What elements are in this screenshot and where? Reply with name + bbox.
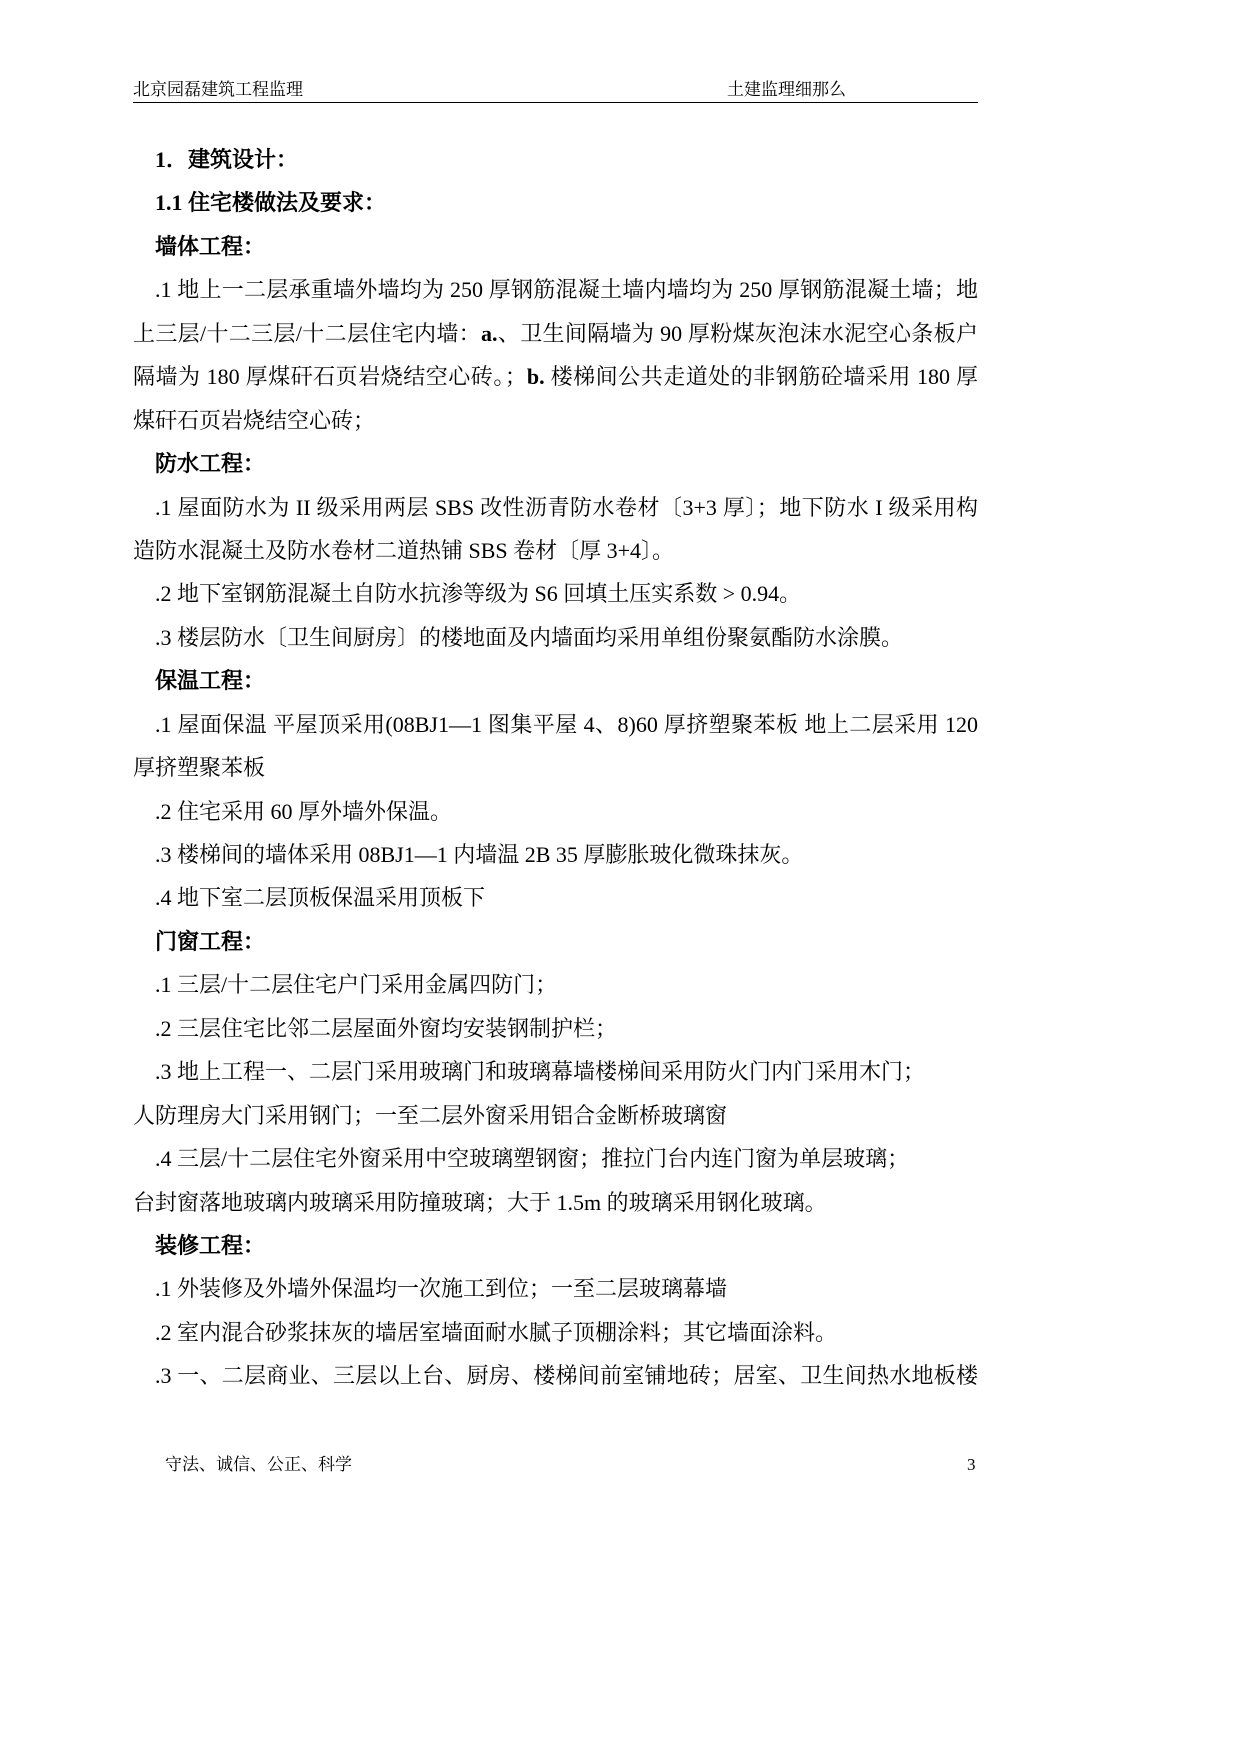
list-item (133, 1354, 978, 1397)
list-item (133, 833, 978, 876)
text-line: .3 楼层防水〔卫生间厨房〕的楼地面及内墙面均采用单组份聚氨酯防水涂膜。 (155, 624, 904, 650)
list-item (133, 1311, 978, 1354)
section-insulation (133, 659, 978, 920)
section-wall-works (133, 225, 978, 442)
header-divider (133, 102, 978, 103)
list-item (133, 572, 978, 615)
text-line: 造防水混凝土及防水卷材二道热铺 SBS 卷材〔厚 3+4〕。 (133, 537, 675, 563)
footer-motto: 守法、诚信、公正、科学 (165, 1455, 352, 1474)
list-item (133, 1137, 978, 1224)
section-heading: 门窗工程： (155, 928, 266, 954)
page-footer (0, 1454, 1241, 1476)
list-item (133, 616, 978, 659)
document-body (133, 138, 978, 1398)
list-item (133, 1267, 978, 1310)
text-line: 人防理房大门采用钢门；一至二层外窗采用铝合金断桥玻璃窗 (133, 1102, 728, 1128)
text-line: .3 楼梯间的墙体采用 08BJ1—1 内墙温 2B 35 厚膨胀玻化微珠抹灰。 (155, 842, 804, 867)
bold-marker: b. (526, 364, 545, 390)
text-segment: 隔墙为 180 厚煤矸石页岩烧结空心砖。； (133, 364, 527, 390)
list-item (133, 876, 978, 919)
text-line: .2 三层住宅比邻二层屋面外窗均安装钢制护栏； (155, 1015, 618, 1041)
section-heading: 保温工程： (155, 668, 266, 694)
list-item (133, 1007, 978, 1050)
text-line: .2 住宅采用 60 厚外墙外保温。 (155, 798, 453, 824)
text-line: 台封窗落地玻璃内玻璃采用防撞玻璃；大于 1.5m 的玻璃采用钢化玻璃。 (133, 1189, 827, 1215)
text-line: .4 三层/十二层住宅外窗采用中空玻璃塑钢窗；推拉门台内连门窗为单层玻璃； (155, 1146, 910, 1172)
text-line: .2 室内混合砂浆抹灰的墙居室墙面耐水腻子顶棚涂料；其它墙面涂料。 (155, 1319, 838, 1345)
text-line (133, 355, 978, 398)
text-line: .3 地上工程一、二层门采用玻璃门和玻璃幕墙楼梯间采用防火门内门采用木门； (155, 1059, 926, 1085)
list-item (133, 486, 978, 573)
list-item (133, 703, 978, 790)
text-line: .1 屋面防水为 II 级采用两层 SBS 改性沥青防水卷材〔3+3 厚〕；地下防水 I 级采用构 (155, 494, 978, 520)
text-line: .1 地上一二层承重墙外墙均为 250 厚钢筋混凝土墙内墙均为 250 厚钢筋混凝土墙；地 (155, 277, 978, 303)
section-heading: 装修工程： (155, 1232, 266, 1258)
list-item (133, 268, 978, 442)
list-item (133, 790, 978, 833)
section-doors-windows (133, 920, 978, 1224)
text-segment: 、卫生间隔墙为 90 厚粉煤灰泡沫水泥空心条板户 (497, 320, 978, 346)
text-line: .1 屋面保温 平屋顶采用(08BJ1—1 图集平屋 4、8)60 厚挤塑聚苯板 地上二层采用 120 (155, 711, 978, 737)
section-title: 1.1 住宅楼做法及要求： (155, 190, 387, 216)
bold-marker: a. (481, 320, 498, 346)
text-segment: 楼梯间公共走道处的非钢筋砼墙采用 180 厚 (544, 364, 978, 390)
text-line: .4 地下室二层顶板保温采用顶板下 (155, 885, 486, 911)
page-header (133, 79, 978, 101)
page-number: 3 (967, 1455, 976, 1474)
header-doc-title: 土建监理细那么 (727, 80, 846, 99)
section-decoration (133, 1224, 978, 1398)
text-line: .1 三层/十二层住宅户门采用金属四防门； (155, 972, 558, 998)
text-segment: 上三层/十二三层/十二层住宅内墙： (133, 320, 482, 346)
section-heading: 防水工程： (155, 451, 266, 477)
section-heading: 墙体工程： (155, 233, 266, 259)
text-line: .1 外装修及外墙外保温均一次施工到位；一至二层玻璃幕墙 (155, 1276, 728, 1302)
chapter-title: 1．建筑设计： (155, 147, 299, 172)
text-line: 煤矸石页岩烧结空心砖； (133, 407, 376, 433)
section-waterproofing (133, 442, 978, 659)
text-line: .2 地下室钢筋混凝土自防水抗渗等级为 S6 回填土压实系数 > 0.94。 (155, 581, 802, 607)
list-item (133, 963, 978, 1006)
text-line (133, 312, 978, 355)
header-company: 北京园磊建筑工程监理 (133, 80, 303, 99)
text-line: 厚挤塑聚苯板 (133, 755, 266, 781)
text-line: .3 一、二层商业、三层以上台、厨房、楼梯间前室铺地砖；居室、卫生间热水地板楼 (155, 1363, 978, 1389)
list-item (133, 1050, 978, 1137)
